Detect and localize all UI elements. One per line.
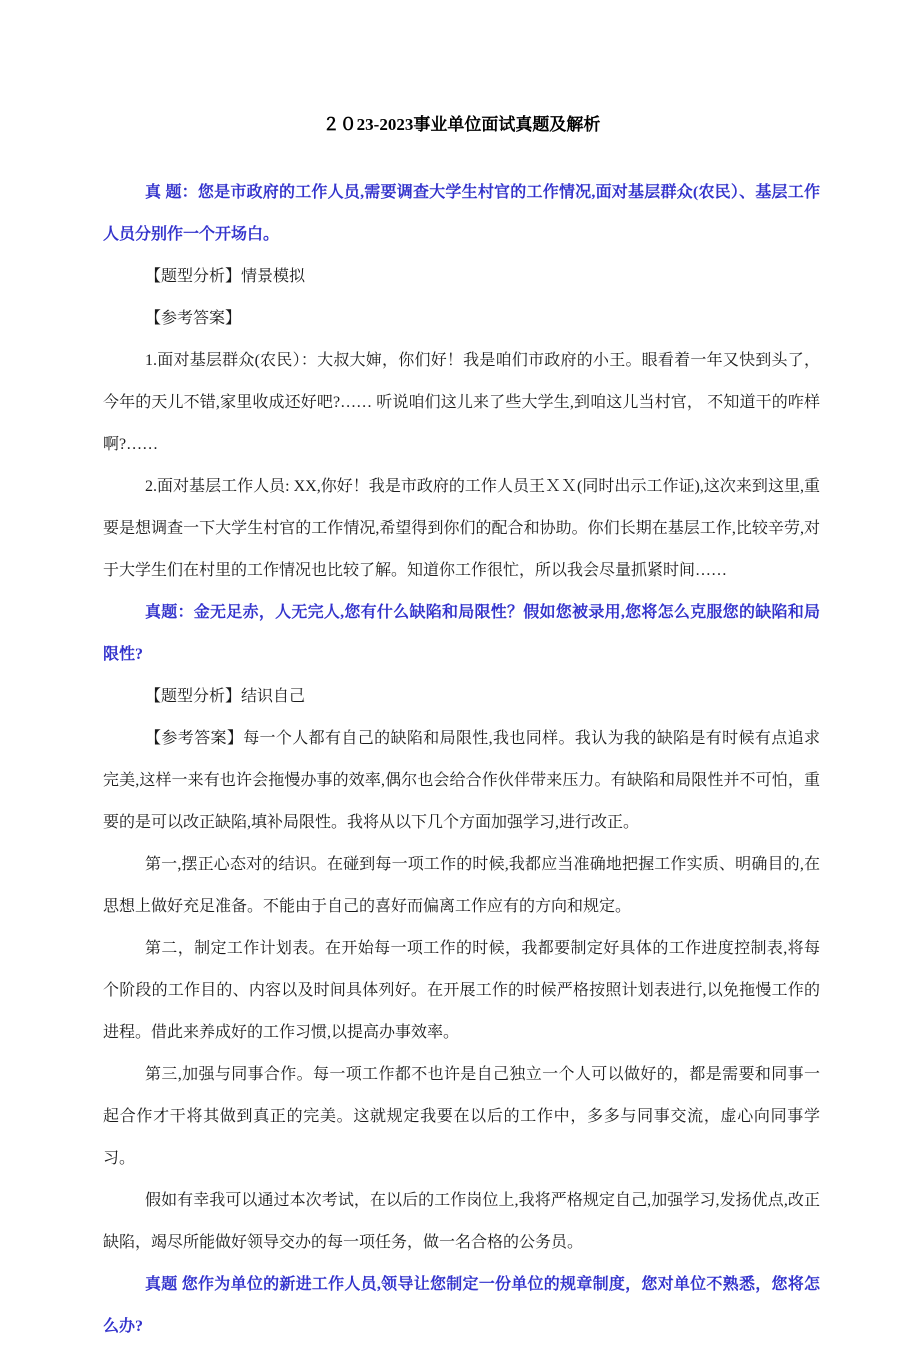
answer-label-1: 【参考答案】	[145, 310, 242, 327]
answer-paragraph-2e: 假如有幸我可以通过本次考试，在以后的工作岗位上,我将严格规定自己,加强学习,发扬优点,改正缺陷，竭尽所能做好领导交办的每一项任务，做一名合格的公务员。	[103, 1192, 820, 1251]
answer-paragraph-2c: 第二，制定工作计划表。在开始每一项工作的时候，我都要制定好具体的工作进度控制表,将每个阶段的工作目的、内容以及时间具体列好。在开展工作的时候严格按照计划表进行,以免拖慢工作的进程。借此来养成好的工作习惯,以提高办事效率。	[103, 940, 820, 1041]
question-paragraph-3: 真题 您作为单位的新进工作人员,领导让您制定一份单位的规章制度，您对单位不熟悉，您将怎么办?	[103, 1276, 820, 1335]
analysis-label-2: 【题型分析】结识自己	[145, 688, 306, 705]
answer-paragraph-2b: 第一,摆正心态对的结识。在碰到每一项工作的时候,我都应当准确地把握工作实质、明确目的,在思想上做好充足准备。不能由于自己的喜好而偏离工作应有的方向和规定。	[103, 856, 820, 915]
answer-paragraph-1a: 1.面对基层群众(农民）：大叔大婶，你们好！我是咱们市政府的小王。眼看着一年又快到头了，今年的天儿不错,家里收成还好吧?…… 听说咱们这儿来了些大学生,到咱这儿当村官， 不知道干的咋样啊?……	[103, 352, 820, 453]
document-title: ２０23-2023事业单位面试真题及解析	[322, 115, 601, 134]
analysis-label-1: 【题型分析】情景模拟	[145, 268, 306, 285]
title-spacer	[103, 146, 820, 172]
answer-paragraph-2a: 【参考答案】每一个人都有自己的缺陷和局限性,我也同样。我认为我的缺陷是有时候有点追求完美,这样一来有也许会拖慢办事的效率,偶尔也会给合作伙伴带来压力。有缺陷和局限性并不可怕，重要的是可以改正缺陷,填补局限性。我将从以下几个方面加强学习,进行改正。	[103, 730, 820, 831]
question-paragraph-2: 真题：金无足赤，人无完人,您有什么缺陷和局限性？假如您被录用,您将怎么克服您的缺陷和局限性?	[103, 604, 820, 663]
answer-paragraph-1b: 2.面对基层工作人员: XX,你好！我是市政府的工作人员王ＸＸ(同时出示工作证),这次来到这里,重要是想调查一下大学生村官的工作情况,希望得到你们的配合和协助。你们长期在基层工作,比较辛劳,对于大学生们在村里的工作情况也比较了解。知道你工作很忙，所以我会尽量抓紧时间……	[103, 478, 820, 579]
answer-paragraph-2d: 第三,加强与同事合作。每一项工作都不也许是自己独立一个人可以做好的，都是需要和同事一起合作才干将其做到真正的完美。这就规定我要在以后的工作中，多多与同事交流，虚心向同事学习。	[103, 1066, 820, 1167]
question-paragraph-1: 真 题：您是市政府的工作人员,需要调查大学生村官的工作情况,面对基层群众(农民）、基层工作人员分别作一个开场白。	[103, 184, 820, 243]
